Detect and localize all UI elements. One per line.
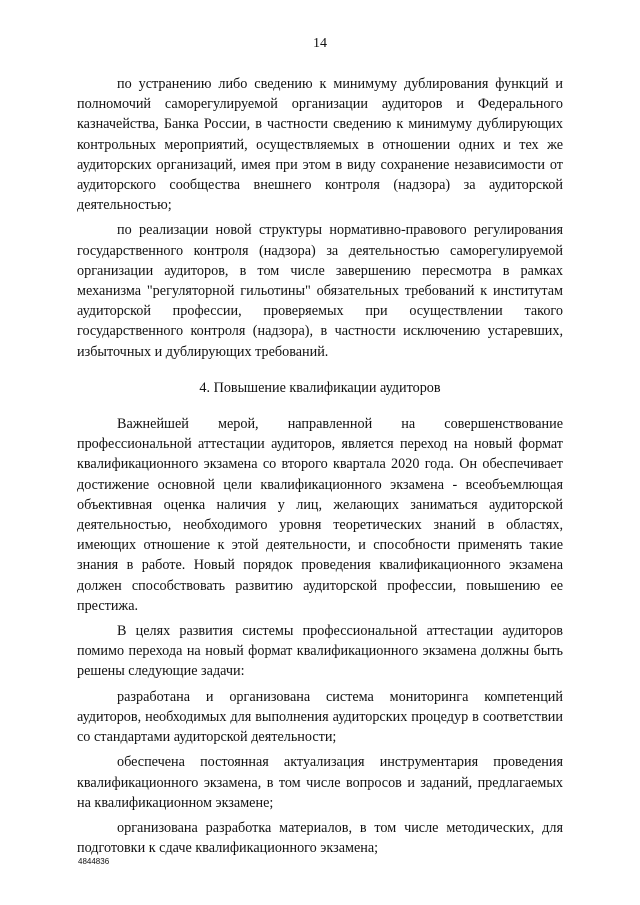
page-number: 14 xyxy=(313,36,327,51)
document-code: 4844836 xyxy=(78,857,110,866)
list-item-tools-update: обеспечена постоянная актуализация инструментария проведения квалификационного экзамена, в том числе вопросов и заданий, предлагаемых на квалификационном экзамене; xyxy=(77,754,563,811)
section-heading: 4. Повышение квалификации аудиторов xyxy=(199,379,441,396)
paragraph-regulation-structure: по реализации новой структуры нормативно-правового регулирования государственного контроля (надзора) за деятельностью саморегулируемой организации аудиторов, в том числе завершению пересмотра в рамках механизма "регуляторной гильотины" обязательных требований к институтам аудиторской профессии, проверяемых при осуществлении такого государственного контроля (надзора), в частности исключению устаревших, избыточных и дублирующих требований. xyxy=(77,222,563,360)
paragraph-duplication: по устранению либо сведению к минимуму дублирования функций и полномочий саморегулируемой организации аудиторов и Федерального казначейства, Банка России, в частности сведению к минимуму дублирующих контрольных мероприятий, осуществляемых в отношении одних и тех же аудиторских организаций, имея при этом в виду сохранение независимости от аудиторского сообщества внешнего контроля (надзора) за аудиторской деятельностью; xyxy=(77,76,563,214)
document-body xyxy=(77,74,563,858)
list-item-monitoring: разработана и организована система мониторинга компетенций аудиторов, необходимых для выполнения аудиторских процедур в соответствии со стандартами аудиторской деятельности; xyxy=(77,688,563,746)
paragraph-exam-format: Важнейшей мерой, направленной на совершенствование профессиональной аттестации аудиторов, является переход на новый формат квалификационного экзамена со второго квартала 2020 года. Он обеспечивает достижение основной цели квалификационного экзамена - всеобъемлющая объективная оценка наличия у лиц, желающих заниматься аудиторской деятельностью, необходимого уровня теоретических знаний в областях, имеющих отношение к этой деятельности, и способности применять такие знания в работе. Новый порядок проведения квалификационного экзамена должен способствовать развитию аудиторской профессии, повышению ее престижа. xyxy=(77,416,563,614)
paragraph-tasks-intro: В целях развития системы профессиональной аттестации аудиторов помимо перехода на новый формат квалификационного экзамена должны быть решены следующие задачи: xyxy=(77,623,563,680)
list-item-materials: организована разработка материалов, в том числе методических, для подготовки к сдаче квалификационного экзамена; xyxy=(77,819,563,857)
